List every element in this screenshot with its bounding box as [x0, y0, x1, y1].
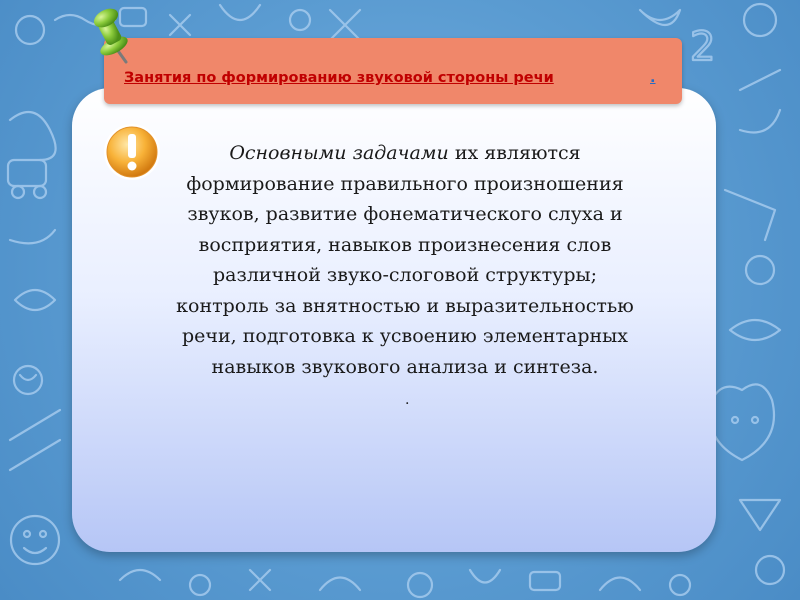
body-line-5: различной звуко-слоговой структуры; [212, 264, 598, 286]
body-line-7: речи, подготовка к усвоению элементарных [182, 325, 628, 347]
body-line-3: звуков, развитие фонематического слуха и [187, 203, 623, 225]
slide-title: Занятия по формированию звуковой стороны речи [124, 70, 554, 86]
body-emphasis: Основными задачами [229, 142, 449, 164]
body-line-2: формирование правильного произношения [186, 172, 624, 195]
trailing-mark: . [405, 392, 410, 408]
body-line-8: навыков звукового анализа и синтеза. [211, 355, 599, 378]
body-line-4: восприятия, навыков произнесения слов [198, 233, 612, 256]
body-line-6: контроль за внятностью и выразительностью [176, 294, 634, 317]
slide-body-text [140, 138, 670, 382]
svg-text:2: 2 [690, 24, 716, 70]
pushpin-icon [86, 4, 146, 66]
slide-title-trailing-dot: . [650, 70, 656, 86]
body-line-1: Основными задачами их являются [229, 142, 581, 164]
